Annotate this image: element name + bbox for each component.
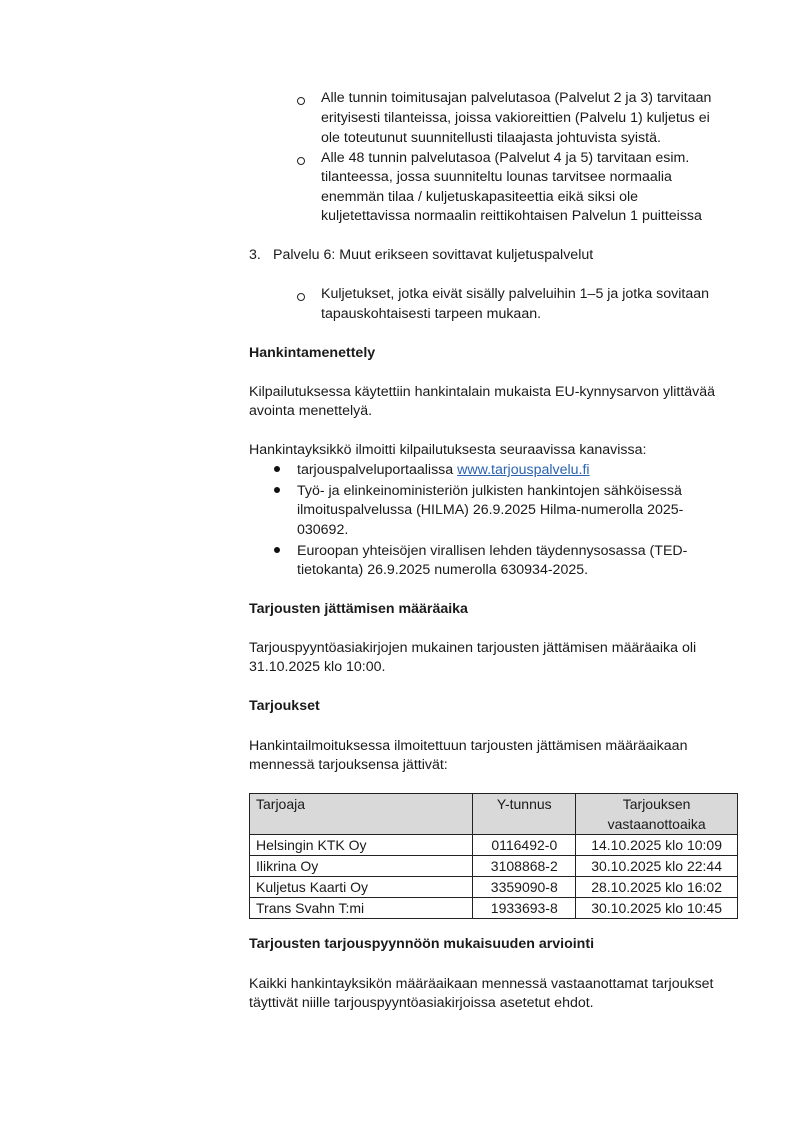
tarjouspalvelu-link[interactable]: www.tarjouspalvelu.fi [457,462,590,478]
list-item-text: Alle tunnin toimitusajan palvelutasoa (Palvelut 2 ja 3) tarvitaan [321,90,712,106]
cell-business-id: 1933693-8 [473,898,576,919]
paragraph-line: täyttivät niille tarjouspyyntöasiakirjoissa asetetut ehdot. [249,995,594,1011]
list-item-text: Kuljetukset, jotka eivät sisälly palveluihin 1–5 ja jotka sovitaan [321,286,710,302]
cell-received-time: 14.10.2025 klo 10:09 [576,835,738,856]
list-item-text: tietokanta) 26.9.2025 numerolla 630934-2025. [297,562,589,578]
paragraph-line: mennessä tarjouksensa jättivät: [249,757,448,773]
column-header-bidder: Tarjoaja [250,794,473,835]
cell-bidder: Kuljetus Kaarti Oy [250,877,473,898]
list-number: 3. [249,247,261,263]
bullet-icon [274,487,280,493]
hollow-bullet-icon [297,97,305,105]
numbered-item-text: Palvelu 6: Muut erikseen sovittavat kuljetuspalvelut [273,247,594,263]
list-item-text: kuljetettavissa normaalin reittikohtaisen Palvelun 1 puitteissa [321,208,702,224]
list-item-text: erityisesti tilanteissa, joissa vakioreittien (Palvelu 1) kuljetus ei [321,110,710,126]
list-item-text: 030692. [297,522,349,538]
cell-business-id: 3359090-8 [473,877,576,898]
list-item-text: Alle 48 tunnin palvelutasoa (Palvelut 4 ja 5) tarvitaan esim. [321,150,690,166]
cell-business-id: 0116492-0 [473,835,576,856]
list-item-text [297,460,590,480]
column-header-received-time [576,794,738,835]
list-item-prefix: tarjouspalveluportaalissa [297,462,458,478]
header-line: Tarjouksen [622,796,691,812]
cell-business-id: 3108868-2 [473,856,576,877]
list-item-text: ilmoituspalvelussa (HILMA) 26.9.2025 Hilma-numerolla 2025- [297,502,684,518]
list-item-text: enemmän tilaa / kuljetuskapasiteettia eikä siksi ole [321,189,639,205]
column-header-business-id: Y-tunnus [473,794,576,835]
paragraph-line: Kaikki hankintayksikön määräaikaan mennessä vastaanottamat tarjoukset [249,976,714,992]
list-item-text: tilanteessa, jossa suunniteltu lounas tarvitsee normaalia [321,169,672,185]
table-row [250,877,738,898]
list-item-text: Työ- ja elinkeinoministeriön julkisten hankintojen sähköisessä [297,483,682,499]
offers-table [249,793,738,919]
hollow-bullet-icon [297,157,305,165]
paragraph-line: Tarjouspyyntöasiakirjojen mukainen tarjousten jättämisen määräaika oli [249,640,697,656]
list-item-text: Euroopan yhteisöjen virallisen lehden täydennysosassa (TED- [297,543,688,559]
section-heading: Hankintamenettely [249,345,376,361]
cell-bidder: Trans Svahn T:mi [250,898,473,919]
cell-received-time: 30.10.2025 klo 10:45 [576,898,738,919]
bullet-icon [274,466,280,472]
table-header-row [250,794,738,835]
table-row [250,898,738,919]
cell-bidder: Helsingin KTK Oy [250,835,473,856]
list-item-text: tapauskohtaisesti tarpeen mukaan. [321,306,542,322]
paragraph-line: Hankintailmoituksessa ilmoitettuun tarjousten jättämisen määräaikaan [249,738,688,754]
paragraph-line: Kilpailutuksessa käytettiin hankintalain mukaista EU-kynnysarvon ylittävää [249,384,716,400]
cell-bidder: Ilikrina Oy [250,856,473,877]
hollow-bullet-icon [297,293,305,301]
paragraph-line: avointa menettelyä. [249,403,373,419]
section-heading: Tarjousten tarjouspyynnöön mukaisuuden arviointi [249,936,595,952]
cell-received-time: 30.10.2025 klo 22:44 [576,856,738,877]
header-line: vastaanottoaika [607,816,706,832]
paragraph-line: 31.10.2025 klo 10:00. [249,659,386,675]
section-heading: Tarjoukset [249,698,320,714]
paragraph-line: Hankintayksikkö ilmoitti kilpailutuksesta seuraavissa kanavissa: [249,442,647,458]
section-heading: Tarjousten jättämisen määräaika [249,601,468,617]
list-item-text: ole toteutunut suunnitellusti tilaajasta johtuvista syistä. [321,130,661,146]
bullet-icon [274,547,280,553]
table-row [250,835,738,856]
cell-received-time: 28.10.2025 klo 16:02 [576,877,738,898]
table-row [250,856,738,877]
